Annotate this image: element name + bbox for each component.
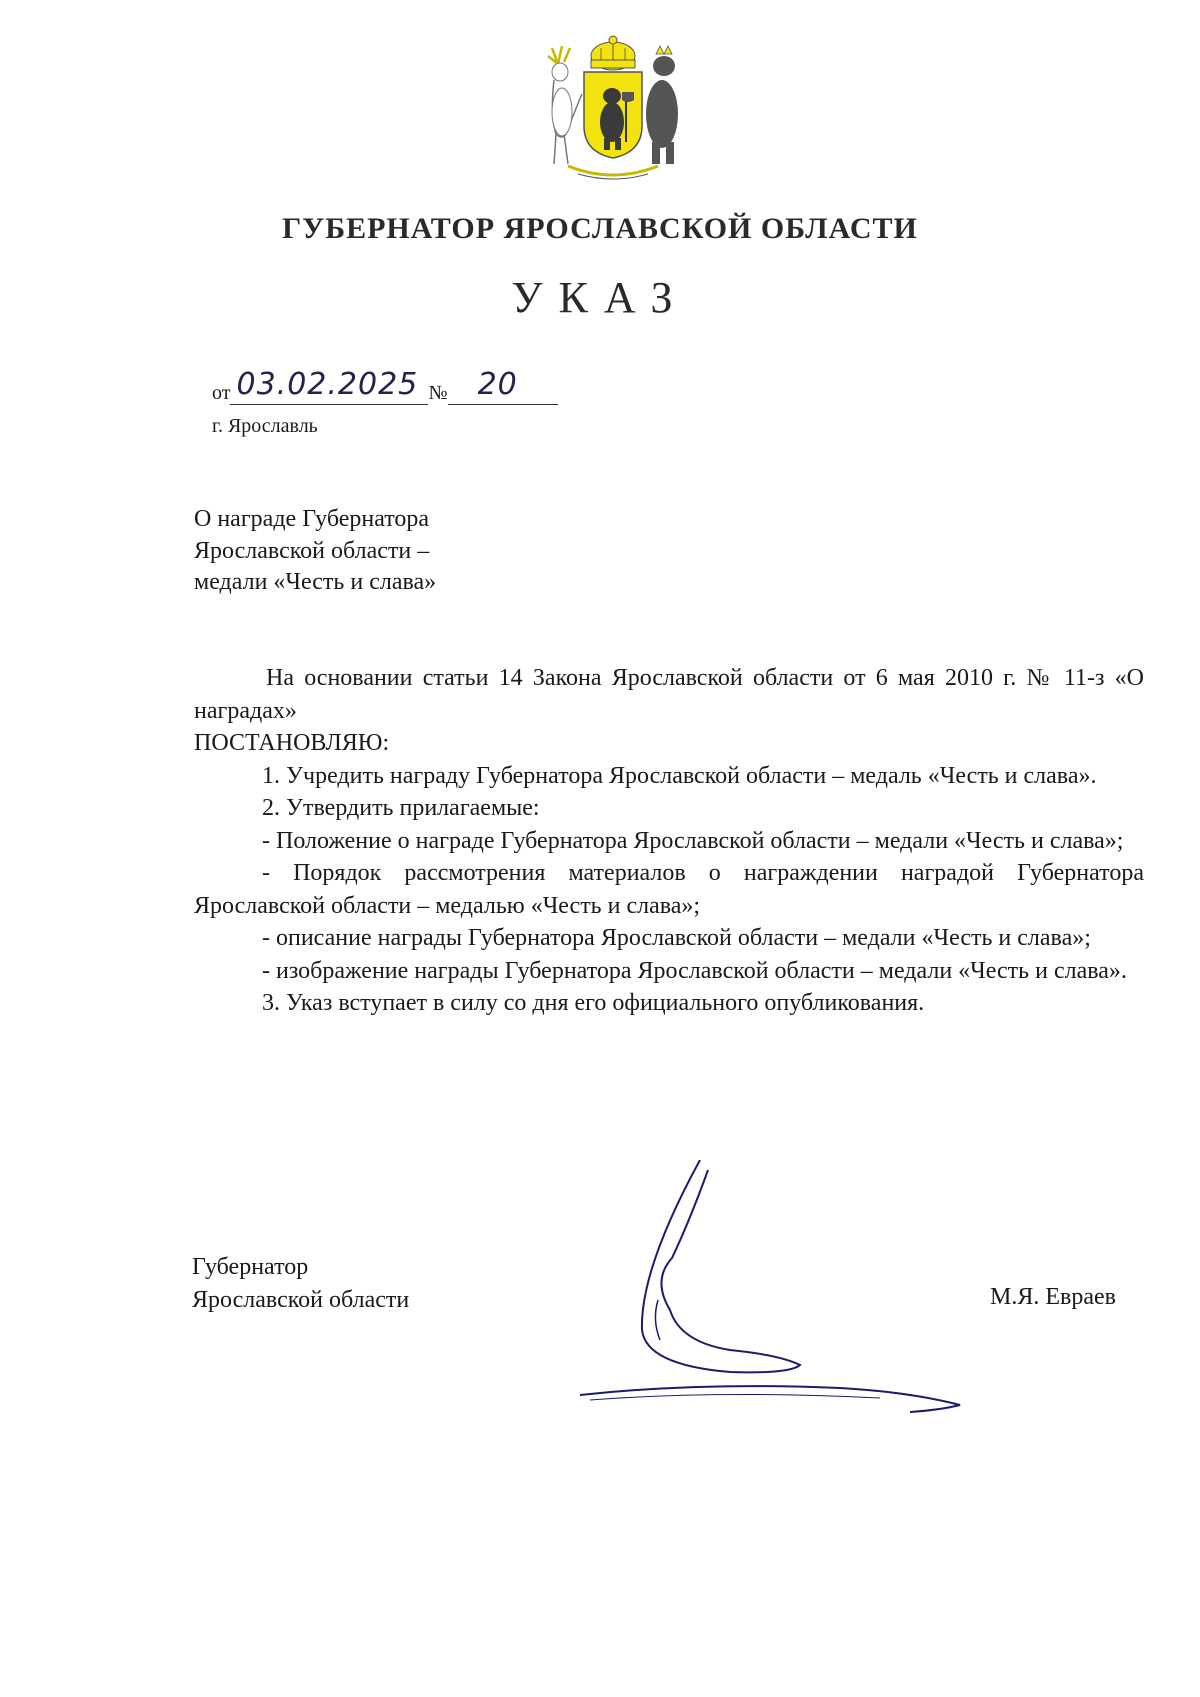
coat-of-arms-emblem [538,34,688,184]
document-type-title: УКАЗ [511,273,689,322]
date-field [230,364,428,405]
item-1: 1. Учредить награду Губернатора Ярославской области – медаль «Честь и слава». [262,762,1097,789]
decree-body [194,662,1144,1020]
subject-line: медали «Честь и слава» [194,569,437,595]
item-2: 2. Утвердить прилагаемые: [262,795,540,821]
date-prefix: от [212,382,231,404]
item-2-sub: - Порядок рассмотрения материалов о награждении наградой Губернатора Ярославской области – медалью «Честь и слава»; [194,860,1144,919]
intro-paragraph: На основании статьи 14 Закона Ярославской области от 6 мая 2010 г. № 11-з «О наградах» [194,665,1144,724]
deer-supporter-icon [548,46,582,164]
signatory-title-line: Губернатор [192,1254,309,1280]
signatory-name: М.Я. Евраев [990,1284,1116,1310]
item-3: 3. Указ вступает в силу со дня его официального опубликования. [262,990,925,1016]
issuing-authority: ГУБЕРНАТОР ЯРОСЛАВСКОЙ ОБЛАСТИ [282,212,918,245]
crown-icon [591,36,635,70]
base-ornament [568,166,658,175]
number-field [448,364,558,405]
city-name: г. Ярославль [212,415,318,437]
handwritten-number: 20 [477,367,518,402]
decree-subject [194,504,436,599]
item-2-sub: - Положение о награде Губернатора Ярославской области – медали «Честь и слава»; [262,827,1124,854]
handwritten-signature [580,1160,980,1420]
handwritten-date: 03.02.2025 [236,367,419,402]
signatory-title-line: Ярославской области [192,1286,410,1313]
number-prefix: № [428,382,448,404]
date-number-line [212,364,558,405]
subject-line: Ярославской области – [194,537,430,564]
item-2-sub: - изображение награды Губернатора Ярославской области – медали «Честь и слава». [262,957,1127,984]
subject-line: О награде Губернатора [194,506,430,532]
bear-supporter-icon [646,46,678,164]
decree-word: ПОСТАНОВЛЯЮ: [194,730,390,756]
item-2-sub: - описание награды Губернатора Ярославской области – медали «Честь и слава»; [262,925,1091,951]
signatory-title [192,1251,409,1316]
